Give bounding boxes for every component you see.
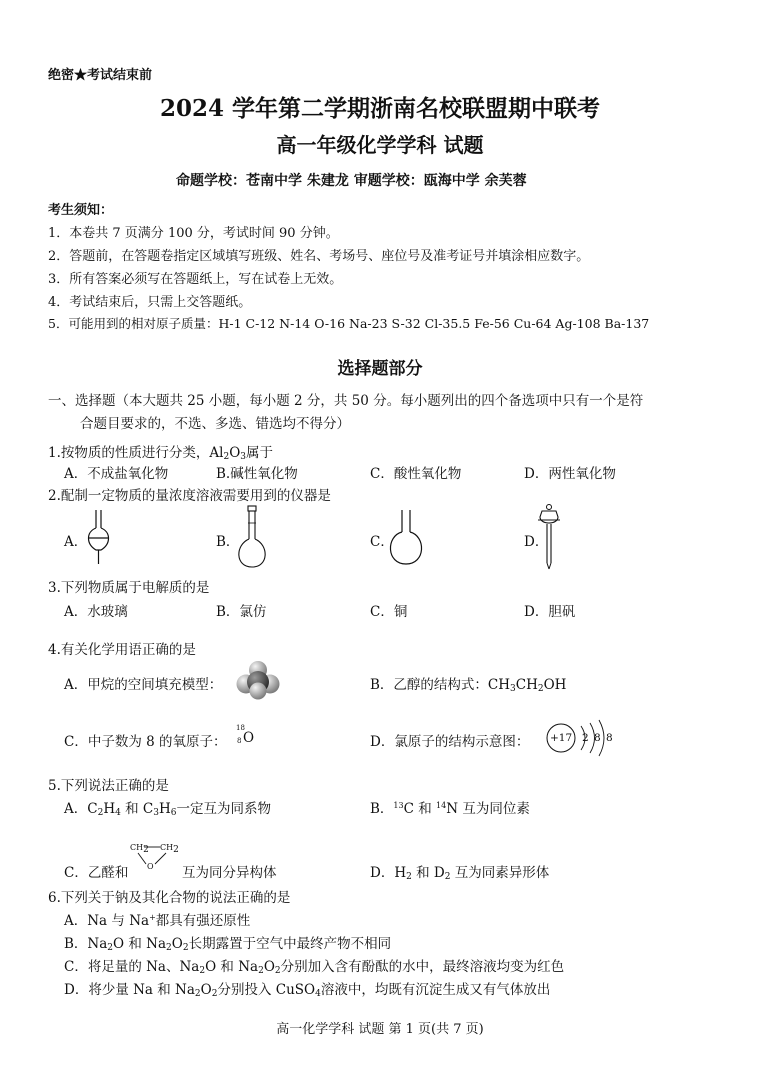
q3-option-a: A．水玻璃	[64, 604, 128, 620]
q1-option-a: A．不成盐氧化物	[64, 466, 169, 482]
q1-stem: 1.按物质的性质进行分类，$Al_2O_3$属于	[48, 445, 273, 462]
q1-option-b: B.碱性氧化物	[216, 466, 298, 482]
q5-stem: 5.下列说法正确的是	[48, 778, 169, 794]
notice-heading: 考生须知：	[48, 203, 114, 218]
q4-stem: 4.有关化学用语正确的是	[48, 642, 196, 658]
q6-stem: 6.下列关于钠及其化合物的说法正确的是	[48, 890, 291, 906]
round-bottom-flask-icon	[386, 508, 426, 568]
q3-option-d: D．胆矾	[524, 604, 576, 620]
q3-option-b: B．氯仿	[216, 604, 267, 620]
q6-option-d: D．将少量 Na 和 $Na_2O_2$分别投入 CuSO$_4$溶液中，均既有沉淀生成又有气体放出	[64, 982, 551, 999]
q4-c-mass-number: 18	[236, 724, 245, 732]
q6-option-c: C．将足量的 Na、$Na_2O$ 和 $Na_2O_2$分别加入含有酚酞的水中，最终溶液均变为红色	[64, 959, 565, 976]
ethylene-oxide-ring-icon	[130, 840, 180, 870]
q3-stem: 3.下列物质属于电解质的是	[48, 580, 210, 596]
q6-option-a: A．Na 与 Na+都具有强还原性	[64, 913, 251, 929]
section-intro-line1: 一、选择题（本大题共 25 小题，每小题 2 分，共 50 分。每小题列出的四个备选项中只有一个是符	[48, 393, 644, 409]
notice-item-4: 4．考试结束后，只需上交答题纸。	[48, 295, 252, 310]
q2-stem: 2.配制一定物质的量浓度溶液需要用到的仪器是	[48, 488, 331, 504]
q2-option-d: D．	[524, 534, 549, 550]
q1-option-d: D．两性氧化物	[524, 466, 616, 482]
methane-space-filling-model-icon	[236, 658, 280, 700]
exam-title: 2024 学年第二学期浙南名校联盟期中联考	[159, 95, 601, 122]
q5-option-a: A．$C_2H_4$ 和 $C_3H_6$一定互为同系物	[64, 801, 272, 818]
q2-option-c: C．	[370, 534, 394, 550]
volumetric-flask-icon	[232, 505, 272, 569]
q5-option-d: D．$H_2$ 和 $D_2$ 互为同素异形体	[370, 865, 550, 882]
q4-option-a: A．甲烷的空间填充模型：	[64, 677, 223, 693]
q4-option-c: C．中子数为 8 的氧原子：	[64, 734, 227, 750]
q2-option-a: A．	[64, 534, 88, 550]
q2-option-b: B．	[216, 534, 240, 550]
q6-option-b: B．$Na_2O$ 和 $Na_2O_2$长期露置于空气中最终产物不相同	[64, 936, 392, 953]
authors-line: 命题学校：苍南中学 朱建龙 审题学校：瓯海中学 余芙蓉	[176, 173, 527, 189]
notice-item-5: 5．可能用到的相对原子质量：H-1 C-12 N-14 O-16 Na-23 S-32 Cl-35.5 Fe-56 Cu-64 Ag-108 Ba-137	[48, 316, 650, 331]
q5-option-b: B．$^{13}$C 和 $^{14}$N 互为同位素	[370, 801, 530, 817]
separatory-funnel-icon	[84, 508, 114, 568]
section-title: 选择题部分	[337, 359, 423, 379]
q4-c-symbol: O	[243, 730, 255, 746]
q5-option-c-suffix: 互为同分异构体	[182, 865, 277, 881]
section-intro-line2: 合题目要求的，不选、多选、错选均不得分）	[80, 416, 350, 432]
q5-c-ring-oxygen: O	[147, 862, 154, 871]
q5-c-ring-left-ch2: $CH_2$	[130, 843, 149, 855]
q4-c-atomic-number: 8	[237, 737, 242, 745]
burette-funnel-icon	[534, 503, 564, 573]
q4-option-d: D．氯原子的结构示意图：	[370, 734, 530, 750]
page-footer: 高一化学学科 试题 第 1 页(共 7 页)	[276, 1022, 484, 1037]
q5-c-ring-right-ch2: $CH_2$	[160, 843, 179, 855]
notice-item-1: 1．本卷共 7 页满分 100 分，考试时间 90 分钟。	[48, 226, 339, 241]
exam-subtitle: 高一年级化学学科 试题	[276, 133, 484, 157]
q1-option-c: C．酸性氧化物	[370, 466, 462, 482]
notice-item-3: 3．所有答案必须写在答题纸上，写在试卷上无效。	[48, 272, 343, 287]
secret-label: 绝密★考试结束前	[48, 68, 153, 83]
q4-d-nucleus: +17	[550, 732, 573, 744]
q5-option-c-prefix: C．乙醛和	[64, 865, 129, 881]
q4-d-shells: 2 8 8	[582, 732, 614, 744]
q3-option-c: C．铜	[370, 604, 408, 620]
q4-option-b: B．乙醇的结构式：$CH_3CH_2OH$	[370, 677, 567, 694]
notice-item-2: 2．答题前，在答题卷指定区域填写班级、姓名、考场号、座位号及准考证号并填涂相应数字。	[48, 249, 590, 264]
